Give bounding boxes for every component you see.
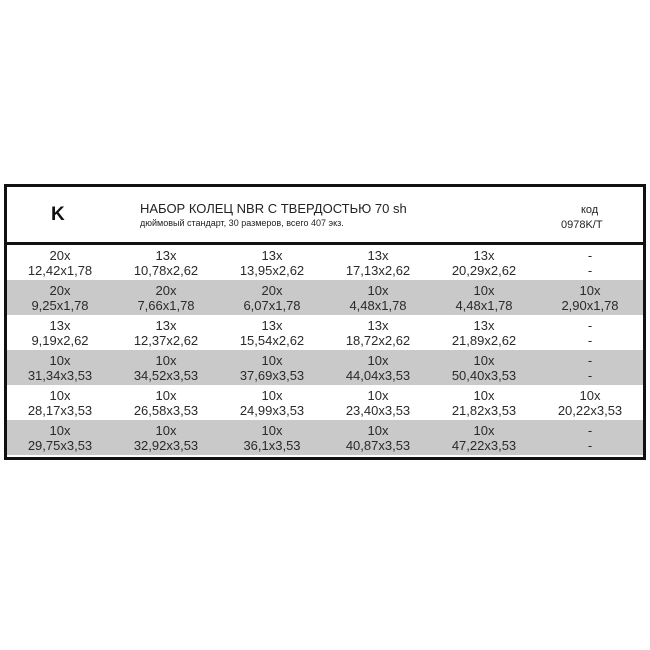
cell-qty: 10x: [49, 387, 71, 403]
cell-size: 12,42x1,78: [27, 262, 93, 278]
code-label: код: [581, 204, 599, 216]
cell-size: 7,66x1,78: [137, 297, 195, 313]
table-cell: [219, 385, 325, 420]
cell-size: 13,95x2,62: [239, 262, 305, 278]
cell-size: 20,22x3,53: [557, 402, 623, 418]
set-letter: K: [51, 204, 65, 225]
table-cell: [537, 315, 643, 350]
cell-qty: 20x: [261, 282, 283, 298]
set-title: НАБОР КОЛЕЦ NBR С ТВЕРДОСТЬЮ 70 sh: [140, 201, 407, 216]
cell-qty: 10x: [49, 352, 71, 368]
table-cell: [113, 420, 219, 455]
cell-size: 23,40x3,53: [345, 402, 411, 418]
cell-qty: 13x: [473, 247, 495, 263]
cell-qty: 13x: [155, 317, 177, 333]
table-cell: [219, 420, 325, 455]
table-cell: [325, 420, 431, 455]
cell-size: 29,75x3,53: [27, 437, 93, 453]
cell-size: 15,54x2,62: [239, 332, 305, 348]
code-value: 0978K/T: [561, 219, 603, 231]
rings-grid: [7, 245, 643, 455]
cell-qty: 13x: [261, 247, 283, 263]
table-cell: [219, 280, 325, 315]
cell-qty: 13x: [49, 317, 71, 333]
cell-qty: 10x: [473, 352, 495, 368]
product-table-frame: [4, 184, 646, 460]
cell-size: 9,19x2,62: [31, 332, 89, 348]
cell-qty: 10x: [261, 422, 283, 438]
table-cell: [325, 245, 431, 280]
cell-size: 21,82x3,53: [451, 402, 517, 418]
cell-size: 9,25x1,78: [31, 297, 89, 313]
cell-qty: -: [587, 317, 593, 333]
cell-size: -: [587, 367, 593, 383]
cell-qty: 10x: [155, 352, 177, 368]
cell-qty: 10x: [261, 352, 283, 368]
cell-size: 24,99x3,53: [239, 402, 305, 418]
cell-qty: 20x: [49, 282, 71, 298]
table-cell: [431, 245, 537, 280]
table-cell: [537, 385, 643, 420]
table-row: [7, 245, 643, 280]
table-header: [7, 187, 643, 245]
cell-qty: 20x: [155, 282, 177, 298]
table-cell: [7, 385, 113, 420]
cell-qty: 10x: [473, 387, 495, 403]
table-cell: [113, 385, 219, 420]
table-cell: [325, 315, 431, 350]
cell-size: 18,72x2,62: [345, 332, 411, 348]
cell-size: 2,90x1,78: [561, 297, 619, 313]
cell-size: 28,17x3,53: [27, 402, 93, 418]
table-row: [7, 385, 643, 420]
cell-qty: 10x: [473, 282, 495, 298]
table-cell: [113, 350, 219, 385]
cell-size: 36,1x3,53: [243, 437, 301, 453]
cell-qty: 10x: [367, 422, 389, 438]
set-subtitle: дюймовый стандарт, 30 размеров, всего 407 экз.: [140, 218, 344, 228]
table-cell: [431, 280, 537, 315]
cell-qty: 10x: [49, 422, 71, 438]
table-cell: [325, 350, 431, 385]
cell-size: -: [587, 437, 593, 453]
table-cell: [431, 420, 537, 455]
cell-size: 10,78x2,62: [133, 262, 199, 278]
cell-qty: -: [587, 422, 593, 438]
cell-size: 21,89x2,62: [451, 332, 517, 348]
cell-qty: 10x: [155, 422, 177, 438]
table-cell: [537, 350, 643, 385]
cell-qty: 13x: [261, 317, 283, 333]
cell-size: 50,40x3,53: [451, 367, 517, 383]
cell-size: 40,87x3,53: [345, 437, 411, 453]
cell-qty: 13x: [367, 317, 389, 333]
cell-qty: 20x: [49, 247, 71, 263]
cell-qty: 10x: [155, 387, 177, 403]
table-cell: [113, 280, 219, 315]
table-cell: [219, 315, 325, 350]
table-cell: [219, 350, 325, 385]
table-cell: [7, 315, 113, 350]
table-cell: [325, 385, 431, 420]
cell-size: -: [587, 262, 593, 278]
table-row: [7, 280, 643, 315]
cell-size: 47,22x3,53: [451, 437, 517, 453]
cell-qty: 10x: [473, 422, 495, 438]
table-cell: [431, 315, 537, 350]
cell-size: 37,69x3,53: [239, 367, 305, 383]
cell-size: 20,29x2,62: [451, 262, 517, 278]
cell-size: 12,37x2,62: [133, 332, 199, 348]
cell-qty: 10x: [367, 387, 389, 403]
table-cell: [113, 245, 219, 280]
cell-qty: 10x: [367, 282, 389, 298]
cell-qty: -: [587, 247, 593, 263]
cell-size: 4,48x1,78: [349, 297, 407, 313]
cell-size: 17,13x2,62: [345, 262, 411, 278]
table-cell: [113, 315, 219, 350]
cell-size: -: [587, 332, 593, 348]
table-cell: [7, 245, 113, 280]
table-row: [7, 315, 643, 350]
table-cell: [431, 350, 537, 385]
table-cell: [7, 350, 113, 385]
table-row: [7, 350, 643, 385]
table-cell: [537, 245, 643, 280]
table-row: [7, 420, 643, 455]
cell-qty: 13x: [367, 247, 389, 263]
table-cell: [537, 280, 643, 315]
table-cell: [431, 385, 537, 420]
cell-size: 44,04x3,53: [345, 367, 411, 383]
cell-qty: 10x: [579, 282, 601, 298]
cell-qty: 10x: [367, 352, 389, 368]
table-cell: [219, 245, 325, 280]
cell-qty: 10x: [261, 387, 283, 403]
cell-size: 6,07x1,78: [243, 297, 301, 313]
cell-size: 32,92x3,53: [133, 437, 199, 453]
table-cell: [7, 420, 113, 455]
cell-size: 31,34x3,53: [27, 367, 93, 383]
cell-qty: 13x: [155, 247, 177, 263]
cell-size: 4,48x1,78: [455, 297, 513, 313]
cell-size: 34,52x3,53: [133, 367, 199, 383]
table-cell: [7, 280, 113, 315]
cell-qty: 10x: [579, 387, 601, 403]
cell-qty: 13x: [473, 317, 495, 333]
cell-size: 26,58x3,53: [133, 402, 199, 418]
table-cell: [325, 280, 431, 315]
cell-qty: -: [587, 352, 593, 368]
table-cell: [537, 420, 643, 455]
